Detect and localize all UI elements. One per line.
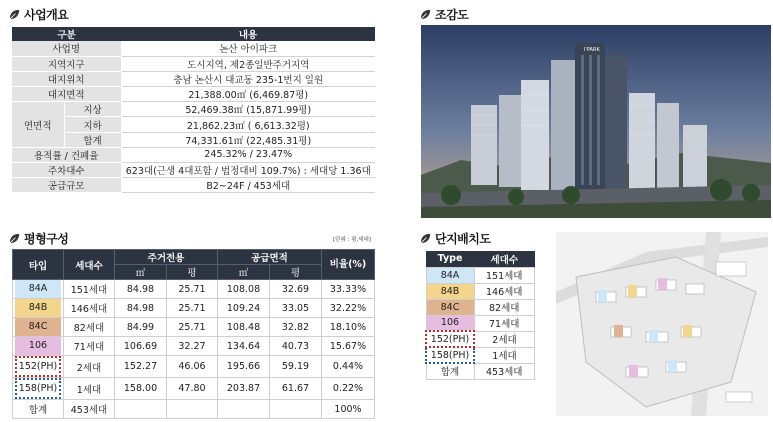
- floor-area-sub: 지상: [64, 102, 121, 117]
- unit-private-sqm: 84.98: [115, 299, 167, 318]
- units-header-ratio: 비율(%): [322, 250, 375, 280]
- units-total-households: 453세대: [64, 400, 115, 419]
- overview-value: 21,862.23㎡ ( 6,613.32평): [121, 117, 375, 132]
- unit-supply-sqm: 108.08: [218, 280, 270, 299]
- unit-ratio: 33.33%: [322, 280, 375, 299]
- overview-value: 52,469.38㎡ (15,871.99평): [121, 102, 375, 117]
- unit-type-chip: 84B: [15, 299, 61, 317]
- unit-households: 71세대: [64, 337, 115, 356]
- legend-total-label: 합계: [426, 363, 474, 379]
- legend-row: [426, 315, 535, 331]
- units-total-ratio: 100%: [322, 400, 375, 419]
- unit-row: [13, 318, 375, 337]
- legend-total-households: 453세대: [474, 363, 535, 379]
- unit-type-chip: 158(PH): [15, 378, 61, 399]
- unit-type-chip: 84A: [15, 280, 61, 298]
- legend-type: 84A: [426, 267, 474, 283]
- legend-type: 152(PH): [426, 331, 474, 347]
- unit-ratio: 18.10%: [322, 318, 375, 337]
- legend-row: [426, 347, 535, 363]
- unit-supply-sqm: 109.24: [218, 299, 270, 318]
- legend-households: 71세대: [474, 315, 535, 331]
- siteplan-heading: 단지배치도: [419, 230, 490, 247]
- unit-private-sqm: 84.99: [115, 318, 167, 337]
- overview-row: [12, 117, 375, 132]
- legend-households: 2세대: [474, 331, 535, 347]
- overview-label: 사업명: [12, 41, 121, 56]
- units-header-type: 타입: [13, 250, 64, 280]
- overview-row: [12, 147, 375, 162]
- overview-value: 623대(근생 4대포함 / 법정대비 109.7%) : 세대당 1.36대: [121, 163, 375, 178]
- brand-sign: I'PARK: [584, 47, 600, 53]
- overview-value: 도시지역, 제2종일반주거지역: [121, 56, 375, 71]
- unit-private-pyeong: 32.27: [167, 337, 218, 356]
- units-heading: 평형구성: [8, 230, 68, 247]
- render-heading: 조감도: [419, 6, 468, 23]
- unit-supply-sqm: 108.48: [218, 318, 270, 337]
- unit-private-pyeong: 46.06: [167, 356, 218, 378]
- overview-row: [12, 102, 375, 117]
- unit-households: 82세대: [64, 318, 115, 337]
- overview-row: [12, 163, 375, 178]
- legend-households: 82세대: [474, 299, 535, 315]
- unit-households: 151세대: [64, 280, 115, 299]
- unit-private-pyeong: 47.80: [167, 378, 218, 400]
- unit-type-chip: 106: [15, 337, 61, 355]
- overview-value: 74,331.61㎡ (22,485.31평): [121, 132, 375, 147]
- floor-area-sub: 지하: [64, 117, 121, 132]
- overview-value: 21,388.00㎡ (6,469.87평): [121, 87, 375, 102]
- legend-row: [426, 267, 535, 283]
- legend-row: [426, 283, 535, 299]
- overview-table: [12, 27, 375, 193]
- unit-households: 2세대: [64, 356, 115, 378]
- legend-total-row: [426, 363, 535, 379]
- unit-supply-pyeong: 32.82: [270, 318, 322, 337]
- units-header-sqm: ㎡: [218, 265, 270, 280]
- unit-ratio: 15.67%: [322, 337, 375, 356]
- unit-type-chip: 84C: [15, 318, 61, 336]
- unit-households: 1세대: [64, 378, 115, 400]
- overview-header-content: 내용: [121, 27, 375, 41]
- unit-supply-pyeong: 59.19: [270, 356, 322, 378]
- overview-heading: 사업개요: [8, 6, 68, 23]
- unit-supply-pyeong: 32.69: [270, 280, 322, 299]
- legend-header-type: Type: [426, 251, 474, 267]
- unit-supply-pyeong: 40.73: [270, 337, 322, 356]
- unit-supply-sqm: 203.87: [218, 378, 270, 400]
- overview-value: B2~24F / 453세대: [121, 178, 375, 193]
- siteplan-legend-table: [425, 251, 535, 380]
- overview-value: 논산 아이파크: [121, 41, 375, 56]
- overview-row: [12, 56, 375, 71]
- unit-private-sqm: 152.27: [115, 356, 167, 378]
- unit-row: [13, 299, 375, 318]
- leaf-icon: [8, 8, 21, 21]
- overview-row: [12, 87, 375, 102]
- units-header-pyeong: 평: [167, 265, 218, 280]
- overview-row: [12, 71, 375, 86]
- overview-value: 245.32% / 23.47%: [121, 147, 375, 162]
- unit-note: [단위 : 평,세대]: [333, 237, 371, 243]
- unit-ratio: 32.22%: [322, 299, 375, 318]
- aerial-rendering-image: [421, 25, 771, 218]
- legend-row: [426, 331, 535, 347]
- unit-private-pyeong: 25.71: [167, 318, 218, 337]
- units-total-row: [13, 400, 375, 419]
- unit-type-table: [12, 249, 375, 419]
- overview-row: [12, 132, 375, 147]
- legend-header-households: 세대수: [474, 251, 535, 267]
- legend-households: 1세대: [474, 347, 535, 363]
- overview-value: 충남 논산시 대교동 235-1번지 일원: [121, 71, 375, 86]
- unit-supply-sqm: 134.64: [218, 337, 270, 356]
- legend-type: 106: [426, 315, 474, 331]
- overview-label: 용적률 / 건폐율: [12, 147, 121, 162]
- site-plan-map: [556, 232, 768, 416]
- units-header-pyeong: 평: [270, 265, 322, 280]
- leaf-icon: [8, 232, 21, 245]
- units-total-label: 합계: [13, 400, 64, 419]
- legend-households: 146세대: [474, 283, 535, 299]
- legend-households: 151세대: [474, 267, 535, 283]
- unit-ratio: 0.22%: [322, 378, 375, 400]
- units-header-households: 세대수: [64, 250, 115, 280]
- unit-supply-sqm: 195.66: [218, 356, 270, 378]
- unit-private-sqm: 106.69: [115, 337, 167, 356]
- unit-supply-pyeong: 33.05: [270, 299, 322, 318]
- leaf-icon: [419, 232, 432, 245]
- unit-private-sqm: 158.00: [115, 378, 167, 400]
- unit-row: [13, 356, 375, 378]
- overview-row: [12, 178, 375, 193]
- units-header-sqm: ㎡: [115, 265, 167, 280]
- overview-label: 지역지구: [12, 56, 121, 71]
- units-header-private: 주거전용: [115, 250, 218, 265]
- unit-ratio: 0.44%: [322, 356, 375, 378]
- overview-label: 대지위치: [12, 71, 121, 86]
- unit-row: [13, 280, 375, 299]
- overview-row: [12, 41, 375, 56]
- unit-row: [13, 378, 375, 400]
- unit-private-pyeong: 25.71: [167, 299, 218, 318]
- overview-label: 공급규모: [12, 178, 121, 193]
- unit-type-chip: 152(PH): [15, 356, 61, 377]
- legend-type: 84B: [426, 283, 474, 299]
- units-header-supply: 공급면적: [218, 250, 322, 265]
- overview-header-category: 구분: [12, 27, 121, 41]
- legend-type: 84C: [426, 299, 474, 315]
- legend-type: 158(PH): [426, 347, 474, 363]
- unit-private-sqm: 84.98: [115, 280, 167, 299]
- leaf-icon: [419, 8, 432, 21]
- unit-private-pyeong: 25.71: [167, 280, 218, 299]
- unit-row: [13, 337, 375, 356]
- legend-row: [426, 299, 535, 315]
- overview-label: 대지면적: [12, 87, 121, 102]
- floor-area-label: 연면적: [12, 102, 64, 148]
- unit-households: 146세대: [64, 299, 115, 318]
- floor-area-sub: 합계: [64, 132, 121, 147]
- unit-supply-pyeong: 61.67: [270, 378, 322, 400]
- overview-label: 주차대수: [12, 163, 121, 178]
